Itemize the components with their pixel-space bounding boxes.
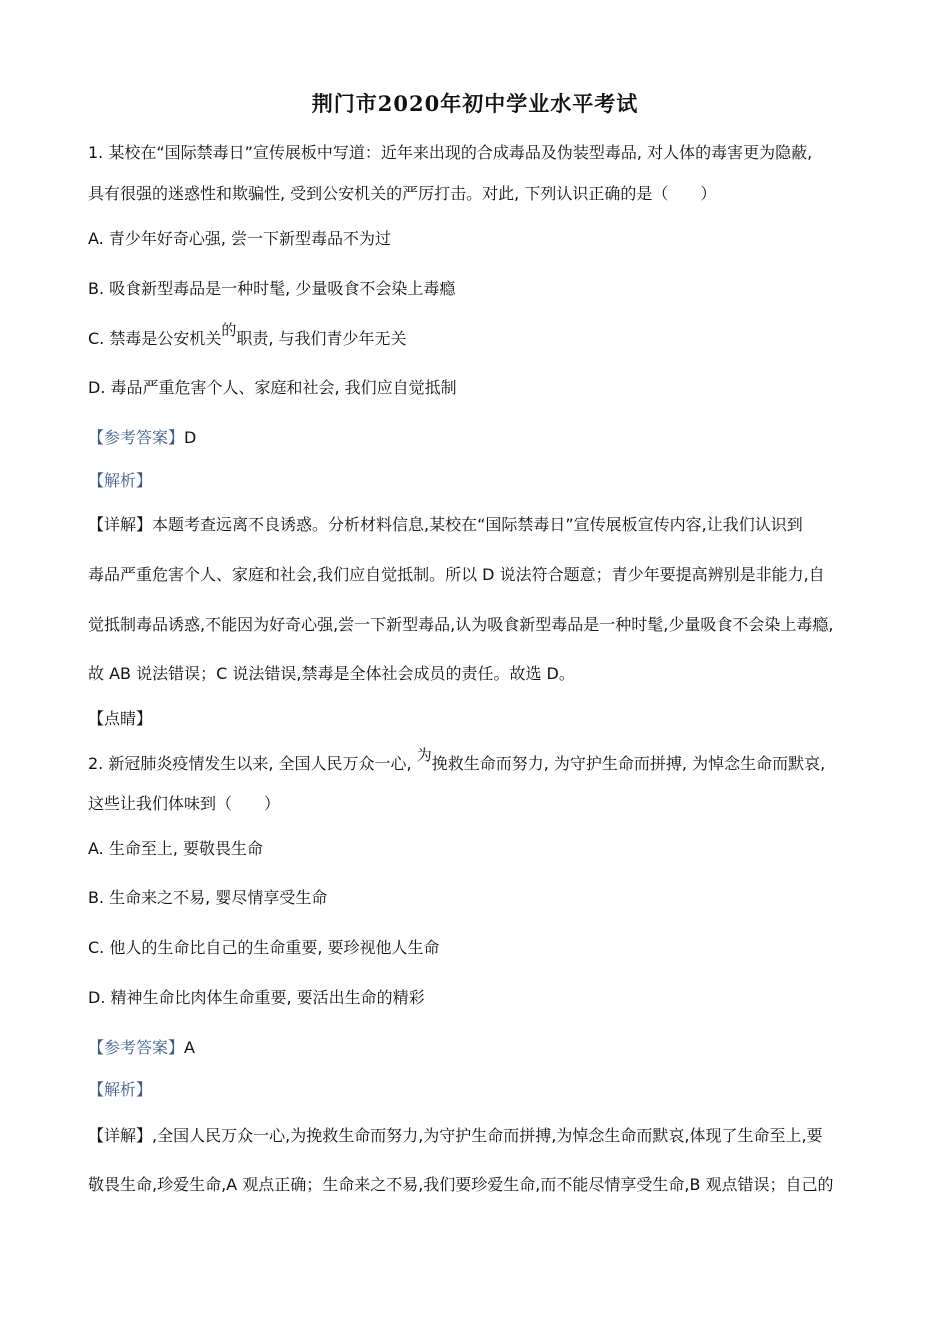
q1-answer-value: D <box>184 428 197 447</box>
q2-stem-post: 挽救生命而努力, 为守护生命而拼搏, 为悼念生命而默哀, <box>431 754 826 773</box>
q1-answer-tag: 【参考答案】 <box>88 428 185 447</box>
q1-detail-line4: 故 AB 说法错误；C 说法错误,禁毒是全体社会成员的责任。故选 D。 <box>88 664 575 683</box>
q1-option-c-pre: C. 禁毒是公安机关 <box>88 329 222 348</box>
q1-option-c-post: 职责, 与我们青少年无关 <box>236 329 407 348</box>
q2-stem-sup: 为 <box>416 746 432 764</box>
q1-detail-tag: 【详解】 <box>88 515 153 534</box>
q1-detail-text1: 本题考查远离不良诱惑。分析材料信息,某校在“国际禁毒日”宣传展板宣传内容,让我们认识到 <box>152 515 803 534</box>
q2-option-b: B. 生命来之不易, 婴尽情享受生命 <box>88 888 328 907</box>
q1-option-c-sup: 的 <box>221 321 237 339</box>
q2-stem-line1 <box>88 746 826 774</box>
q1-detail-line1 <box>88 512 803 535</box>
q2-answer-tag: 【参考答案】 <box>88 1038 185 1057</box>
q2-detail-text1: ,全国人民万众一心,为挽救生命而努力,为守护生命而拼搏,为悼念生命而默哀,体现了生命至上,要 <box>152 1126 823 1145</box>
q1-option-c <box>88 321 407 349</box>
q2-option-a: A. 生命至上, 要敬畏生命 <box>88 839 264 858</box>
q1-detail-line3: 觉抵制毒品诱惑,不能因为好奇心强,尝一下新型毒品,认为吸食新型毒品是一种时髦,少量吸食不会染上毒瘾, <box>88 615 834 634</box>
q2-stem-line2: 这些让我们体味到（ ） <box>88 794 281 813</box>
q1-stem-line1: 1. 某校在“国际禁毒日”宣传展板中写道：近年来出现的合成毒品及伪装型毒品, 对人体的毒害更为隐蔽, <box>88 143 813 162</box>
q2-detail-tag: 【详解】 <box>88 1126 153 1145</box>
q1-detail-line2: 毒品严重危害个人、家庭和社会,我们应自觉抵制。所以 D 说法符合题意；青少年要提高辨别是非能力,自 <box>88 565 825 584</box>
q2-analysis-tag: 【解析】 <box>88 1080 153 1099</box>
q1-option-b: B. 吸食新型毒品是一种时髦, 少量吸食不会染上毒瘾 <box>88 279 456 298</box>
q2-answer-value: A <box>184 1038 195 1057</box>
page-title: 荆门市2020年初中学业水平考试 <box>311 91 639 116</box>
q2-option-d: D. 精神生命比肉体生命重要, 要活出生命的精彩 <box>88 988 425 1007</box>
q1-option-a: A. 青少年好奇心强, 尝一下新型毒品不为过 <box>88 229 392 248</box>
q2-answer <box>88 1035 195 1058</box>
q1-stem-line2: 具有很强的迷惑性和欺骗性, 受到公安机关的严厉打击。对此, 下列认识正确的是（ ） <box>88 184 717 203</box>
q1-comment-tag: 【点睛】 <box>88 709 153 728</box>
q1-answer <box>88 425 196 448</box>
q2-option-c: C. 他人的生命比自己的生命重要, 要珍视他人生命 <box>88 938 440 957</box>
q1-analysis-tag: 【解析】 <box>88 471 153 490</box>
q1-option-d: D. 毒品严重危害个人、家庭和社会, 我们应自觉抵制 <box>88 378 457 397</box>
q2-detail-line1 <box>88 1123 823 1146</box>
q2-stem-pre: 2. 新冠肺炎疫情发生以来, 全国人民万众一心, <box>88 754 417 773</box>
q2-detail-line2: 敬畏生命,珍爱生命,A 观点正确；生命来之不易,我们要珍爱生命,而不能尽情享受生命,B 观点错误；自己的 <box>88 1175 834 1194</box>
